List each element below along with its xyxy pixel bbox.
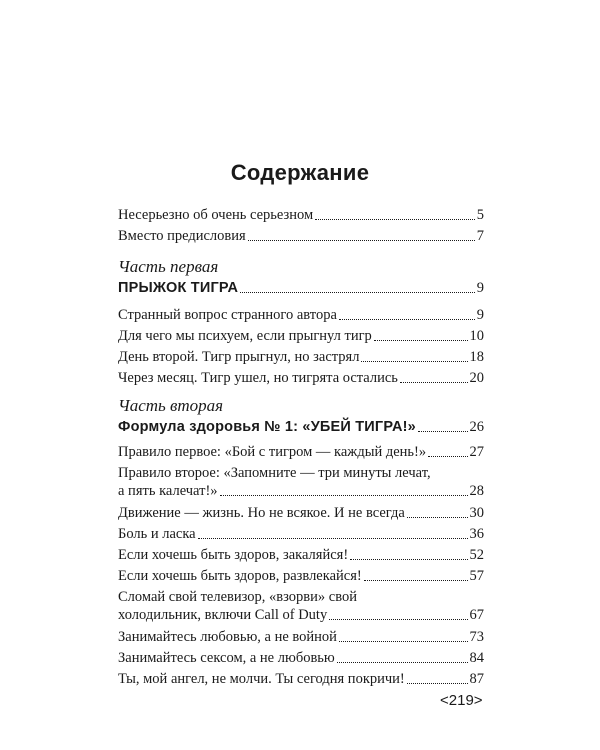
toc-entry-title: Занимайтесь сексом, а не любовью: [118, 650, 335, 666]
toc-entry-title: Правило первое: «Бой с тигром — каждый день!»: [118, 444, 427, 460]
toc-entry-title: Правило второе: «Запомните — три минуты лечат,: [118, 465, 431, 481]
toc-entry-page: 9: [476, 280, 484, 296]
toc-entry-title: Если хочешь быть здоров, развлекайся!: [118, 568, 362, 584]
dot-leader: [339, 319, 475, 320]
toc-entry-page: 30: [469, 505, 484, 521]
toc-entry-page: 5: [476, 207, 484, 223]
toc-entry-page: 7: [476, 228, 484, 244]
toc-entry: [118, 443, 484, 461]
dot-leader: [198, 538, 468, 539]
toc-entry-page: 73: [469, 629, 484, 645]
toc-entry-page: 27: [469, 444, 484, 460]
toc-entry-page: 52: [469, 547, 484, 563]
page-title: Содержание: [230, 160, 370, 185]
toc-entry-page: 20: [469, 370, 484, 386]
toc-entry-title: Через месяц. Тигр ушел, но тигрята остались: [118, 370, 398, 386]
part-heading: [118, 279, 484, 297]
part-heading: [118, 418, 484, 436]
dot-leader: [364, 580, 468, 581]
toc-entry-title: Если хочешь быть здоров, закаляйся!: [118, 547, 349, 563]
page-number: <219>: [440, 692, 483, 709]
toc-entry: [118, 525, 484, 543]
toc-entry: [118, 206, 484, 224]
toc-entry-title: Сломай свой телевизор, «взорви» свой: [118, 589, 357, 605]
toc-entry: [118, 348, 484, 366]
toc-entry: [118, 628, 484, 646]
toc-entry-page: 10: [469, 328, 484, 344]
dot-leader: [428, 456, 467, 457]
toc-entry-page: 67: [469, 607, 484, 623]
part-label: Часть вторая: [118, 396, 224, 415]
toc-entry-title: Боль и ласка: [118, 526, 196, 542]
dot-leader: [361, 361, 467, 362]
toc-entry: [118, 670, 484, 688]
toc-entry-title: Странный вопрос странного автора: [118, 307, 337, 323]
toc-entry-title: Вместо предисловия: [118, 228, 246, 244]
toc-entry-page: 87: [469, 671, 484, 687]
dot-leader: [407, 517, 468, 518]
toc-entry-page: 18: [469, 349, 484, 365]
dot-leader: [407, 683, 468, 684]
part-heading-title: Формула здоровья № 1: «УБЕЙ ТИГРА!»: [118, 419, 416, 435]
toc-entry: [118, 588, 484, 624]
toc-entry-title: Ты, мой ангел, не молчи. Ты сегодня покричи!: [118, 671, 405, 687]
toc-entry-page: 57: [469, 568, 484, 584]
dot-leader: [418, 431, 468, 432]
toc-entry-title-cont: а пять калечат!»: [118, 483, 218, 499]
toc-entry-title: Занимайтесь любовью, а не войной: [118, 629, 337, 645]
toc-entry-page: 36: [469, 526, 484, 542]
toc-entry: [118, 567, 484, 585]
toc-entry-page: 9: [476, 307, 484, 323]
toc-entry: [118, 369, 484, 387]
toc-entry-title: Для чего мы психуем, если прыгнул тигр: [118, 328, 372, 344]
dot-leader: [240, 292, 475, 293]
toc-entry: [118, 464, 484, 500]
part-heading-title: ПРЫЖОК ТИГРА: [118, 280, 239, 296]
toc-entry-title: Несерьезно об очень серьезном: [118, 207, 314, 223]
dot-leader: [339, 641, 468, 642]
toc-entry: [118, 504, 484, 522]
toc-entry: [118, 327, 484, 345]
dot-leader: [337, 662, 468, 663]
dot-leader: [400, 382, 468, 383]
dot-leader: [315, 219, 475, 220]
toc-entry-title-cont: холодильник, включи Call of Duty: [118, 607, 328, 623]
toc-entry-title: День второй. Тигр прыгнул, но застрял: [118, 349, 360, 365]
dot-leader: [374, 340, 468, 341]
toc-entry: [118, 649, 484, 667]
toc-entry-title: Движение — жизнь. Но не всякое. И не всегда: [118, 505, 405, 521]
toc-entry: [118, 306, 484, 324]
part-label: Часть первая: [118, 257, 219, 276]
dot-leader: [350, 559, 467, 560]
toc-entry-page: 26: [469, 419, 484, 435]
dot-leader: [329, 619, 467, 620]
toc-entry: [118, 546, 484, 564]
toc-entry-page: 28: [469, 483, 484, 499]
toc-entry-page: 84: [469, 650, 484, 666]
dot-leader: [220, 495, 468, 496]
toc-entry: [118, 227, 484, 245]
dot-leader: [248, 240, 475, 241]
